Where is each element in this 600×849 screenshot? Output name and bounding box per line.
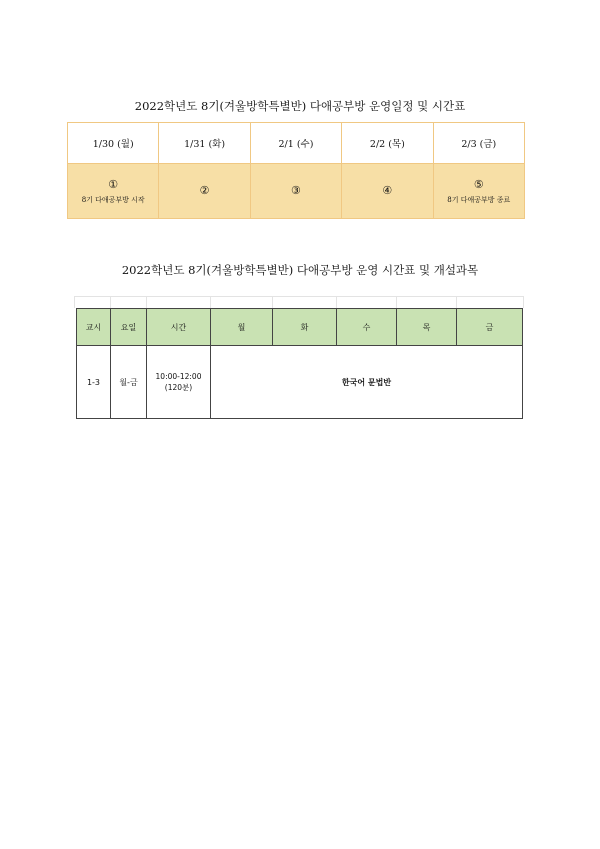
day-cell bbox=[68, 164, 159, 219]
grid-guides bbox=[74, 296, 524, 308]
timetable-title: 2022학년도 8기(겨울방학특별반) 다애공부방 운영 시간표 및 개설과목 bbox=[121, 263, 479, 277]
schedule-header-row bbox=[68, 123, 525, 164]
day-number: ④ bbox=[382, 184, 393, 197]
schedule-title: 2022학년도 8기(겨울방학특별반) 다애공부방 운영일정 및 시간표 bbox=[134, 99, 466, 113]
header-period: 교시 bbox=[77, 309, 111, 346]
header-time: 시간 bbox=[147, 309, 211, 346]
date-cell: 1/31 (화) bbox=[159, 123, 250, 164]
schedule-table bbox=[67, 122, 525, 219]
date-cell: 1/30 (월) bbox=[68, 123, 159, 164]
day-number: ① bbox=[108, 177, 119, 191]
schedule-body-row bbox=[68, 164, 525, 219]
day-cell bbox=[159, 164, 250, 219]
day-number: ② bbox=[199, 184, 210, 197]
header-fri: 금 bbox=[457, 309, 523, 346]
timetable bbox=[76, 308, 523, 419]
date-cell: 2/1 (수) bbox=[250, 123, 341, 164]
subject-cell: 한국어 문법반 bbox=[211, 346, 523, 419]
header-thu: 목 bbox=[397, 309, 457, 346]
day-number: ⑤ bbox=[473, 177, 484, 191]
header-wed: 수 bbox=[337, 309, 397, 346]
time-cell bbox=[147, 346, 211, 419]
timetable-row bbox=[77, 346, 523, 419]
timetable-header-row bbox=[77, 309, 523, 346]
date-cell: 2/3 (금) bbox=[433, 123, 524, 164]
date-cell: 2/2 (목) bbox=[342, 123, 433, 164]
start-note: 8기 다애공부방 시작 bbox=[81, 195, 145, 204]
day-cell bbox=[250, 164, 341, 219]
header-tue: 화 bbox=[273, 309, 337, 346]
end-note: 8기 다애공부방 종료 bbox=[447, 195, 511, 204]
day-cell bbox=[433, 164, 524, 219]
time-range: 10:00-12:00 bbox=[155, 372, 202, 381]
header-mon: 월 bbox=[211, 309, 273, 346]
day-cell bbox=[342, 164, 433, 219]
day-number: ③ bbox=[291, 184, 301, 197]
duration: (120분) bbox=[164, 383, 193, 392]
header-days: 요일 bbox=[111, 309, 147, 346]
period-cell: 1-3 bbox=[77, 346, 111, 419]
days-cell: 월-금 bbox=[111, 346, 147, 419]
